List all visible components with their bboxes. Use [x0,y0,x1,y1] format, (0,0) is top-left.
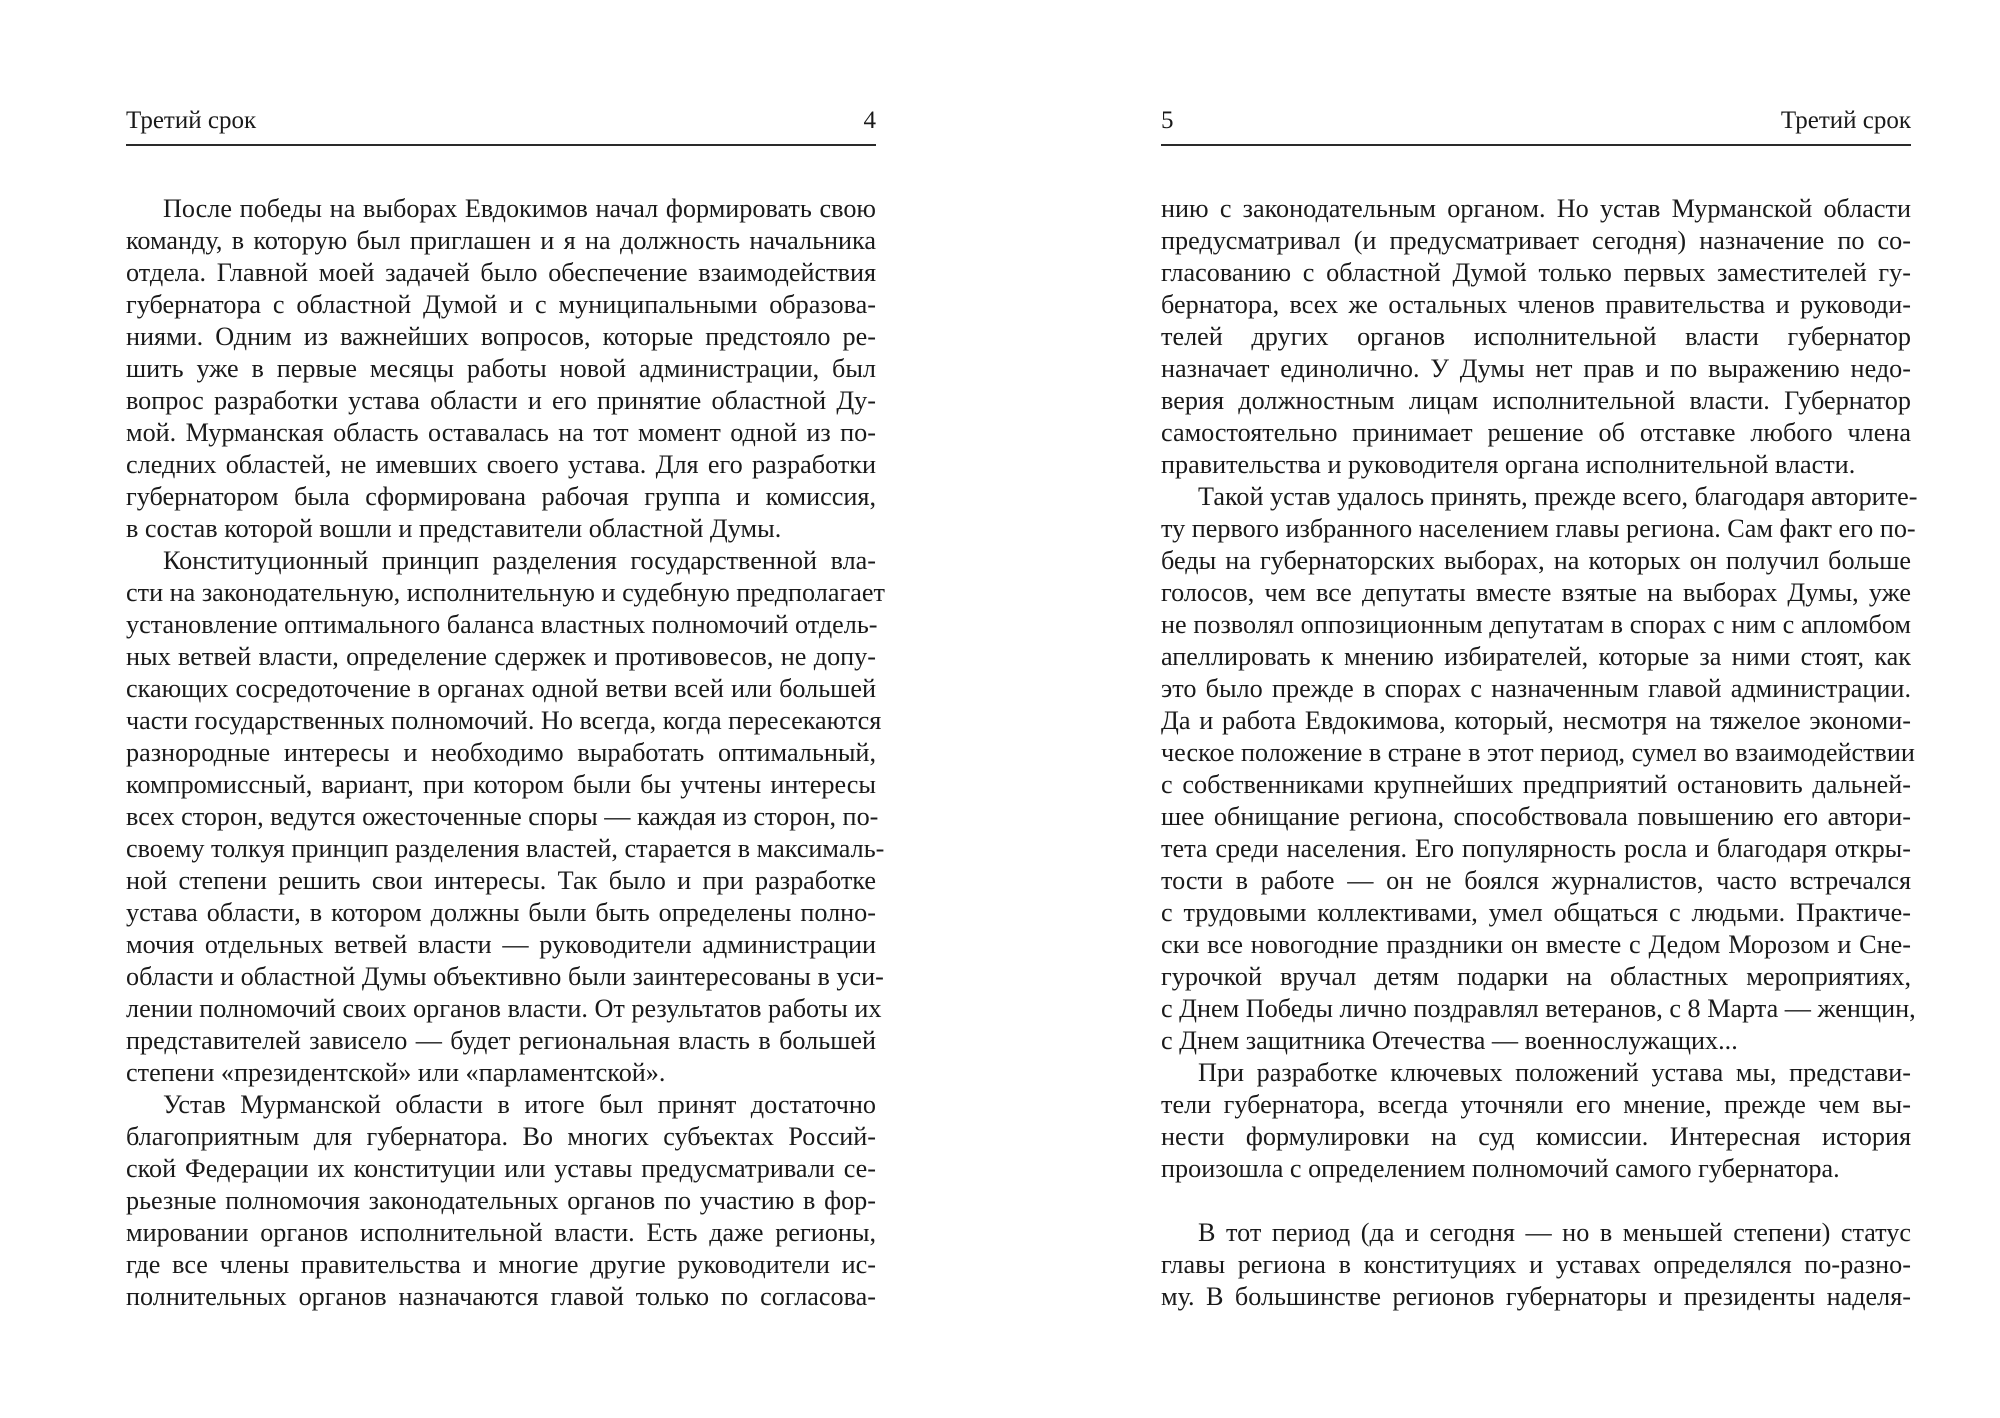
text-line: где все члены правительства и многие другие руководители ис- [126,1250,876,1279]
text-line: ски все новогодние праздники он вместе с Дедом Морозом и Сне- [1161,930,1911,959]
page-number: 4 [863,107,876,134]
text-line: После победы на выборах Евдокимов начал формировать свою [163,194,876,223]
text-line: мировании органов исполнительной власти. Есть даже регионы, [126,1218,876,1247]
text-line: в состав которой вошли и представители областной Думы. [126,514,782,543]
text-line: с трудовыми коллективами, умел общаться с людьми. Практиче- [1161,898,1911,927]
text-line: предусматривал (и предусматривает сегодня) назначение по со- [1161,226,1911,255]
text-line: При разработке ключевых положений устава мы, представи- [1198,1058,1911,1087]
text-line: сти на законодательную, исполнительную и судебную предполагает [126,578,885,607]
running-head [1161,104,1911,146]
text-line: самостоятельно принимает решение об отставке любого члена [1161,418,1911,447]
text-line: Устав Мурманской области в итоге был принят достаточно [163,1090,876,1119]
text-line: нию с законодательным органом. Но устав Мурманской области [1161,194,1911,223]
text-line: ту первого избранного населением главы региона. Сам факт его по- [1161,514,1916,543]
text-line: ных ветвей власти, определение сдержек и противовесов, не допу- [126,642,876,671]
text-line: ниями. Одним из важнейших вопросов, которые предстояло ре- [126,322,876,351]
text-line: команду, в которую был приглашен и я на должность начальника [126,226,876,255]
text-line: вопрос разработки устава области и его принятие областной Ду- [126,386,876,415]
text-line: благоприятным для губернатора. Во многих субъектах Россий- [126,1122,876,1151]
paragraph-gap [1161,1185,1911,1217]
text-line: Такой устав удалось принять, прежде всего, благодаря авторите- [1198,482,1918,511]
text-line: установление оптимального баланса властных полномочий отдель- [126,610,878,639]
text-line: тели губернатора, всегда уточняли его мнение, прежде чем вы- [1161,1090,1911,1119]
text-line: части государственных полномочий. Но всегда, когда пересекаются [126,706,882,735]
text-line: не позволял оппозиционным депутатам в спорах с ним с апломбом [1161,610,1911,639]
text-line: с Днем Победы лично поздравлял ветеранов, с 8 Марта — женщин, [1161,994,1916,1023]
text-line: следних областей, не имевших своего устава. Для его разработки [126,450,876,479]
right-page [1000,0,2000,1418]
text-line: гласованию с областной Думой только первых заместителей гу- [1161,258,1911,287]
text-line: губернатором была сформирована рабочая группа и комиссия, [126,482,876,511]
text-line: нести формулировки на суд комиссии. Интересная история [1161,1122,1911,1151]
text-line: это было прежде в спорах с назначенным главой администрации. [1161,674,1911,703]
text-line: разнородные интересы и необходимо выработать оптимальный, [126,738,876,767]
text-line: отдела. Главной моей задачей было обеспечение взаимодействия [126,258,876,287]
text-line: произошла с определением полномочий самого губернатора. [1161,1154,1840,1183]
text-line: компромиссный, вариант, при котором были бы учтены интересы [126,770,876,799]
text-line: ной степени решить свои интересы. Так было и при разработке [126,866,876,895]
running-title: Третий срок [1780,107,1911,134]
text-line: устава области, в котором должны были быть определены полно- [126,898,876,927]
text-line: шить уже в первые месяцы работы новой администрации, был [126,354,876,383]
page-number: 5 [1161,107,1174,134]
text-line: Да и работа Евдокимова, который, несмотря на тяжелое экономи- [1161,706,1911,735]
text-line: с собственниками крупнейших предприятий остановить дальней- [1161,770,1911,799]
text-line: всех сторон, ведутся ожесточенные споры — каждая из сторон, по- [126,802,879,831]
text-line: главы региона в конституциях и уставах определялся по-разно- [1161,1250,1911,1279]
text-line: тета среди населения. Его популярность росла и благодаря откры- [1161,834,1911,863]
text-line: бернатора, всех же остальных членов правительства и руководи- [1161,290,1911,319]
text-line: скающих сосредоточение в органах одной ветви всей или большей [126,674,876,703]
text-line: апеллировать к мнению избирателей, которые за ними стоят, как [1161,642,1911,671]
text-line: области и областной Думы объективно были заинтересованы в уси- [126,962,884,991]
text-line: мой. Мурманская область оставалась на тот момент одной из по- [126,418,876,447]
text-line: гурочкой вручал детям подарки на областных мероприятиях, [1161,962,1911,991]
text-line: с Днем защитника Отечества — военнослужащих... [1161,1026,1738,1055]
text-line: ческое положение в стране в этот период, сумел во взаимодействии [1161,738,1915,767]
text-line: ской Федерации их конституции или уставы предусматривали се- [126,1154,876,1183]
text-line: правительства и руководителя органа исполнительной власти. [1161,450,1856,479]
text-line: шее обнищание региона, способствовала повышению его автори- [1161,802,1911,831]
running-title: Третий срок [126,107,257,134]
text-line: представителей зависело — будет региональная власть в большей [126,1026,876,1055]
text-line: Конституционный принцип разделения государственной вла- [163,546,876,575]
text-line: назначает единолично. У Думы нет прав и по выражению недо- [1161,354,1911,383]
text-line: телей других органов исполнительной власти губернатор [1161,322,1911,351]
text-line: лении полномочий своих органов власти. От результатов работы их [126,994,882,1023]
text-line: рьезные полномочия законодательных органов по участию в фор- [126,1186,876,1215]
body-text [126,193,885,1313]
text-line: В тот период (да и сегодня — но в меньшей степени) статус [1198,1218,1911,1247]
text-line: голосов, чем все депутаты вместе взятые на выборах Думы, уже [1161,578,1911,607]
text-line: губернатора с областной Думой и с муниципальными образова- [126,290,876,319]
text-line: степени «президентской» или «парламентской». [126,1058,666,1087]
text-line: полнительных органов назначаются главой только по согласова- [126,1282,876,1311]
text-line: своему толкуя принцип разделения властей, старается в максималь- [126,834,885,863]
text-line: мочия отдельных ветвей власти — руководители администрации [126,930,876,959]
text-line: тости в работе — он не боялся журналистов, часто встречался [1161,866,1911,895]
text-line: верия должностным лицам исполнительной власти. Губернатор [1161,386,1911,415]
running-head [126,104,876,146]
text-line: му. В большинстве регионов губернаторы и президенты наделя- [1161,1282,1911,1311]
text-line: беды на губернаторских выборах, на которых он получил больше [1161,546,1911,575]
body-text [1161,193,1918,1313]
